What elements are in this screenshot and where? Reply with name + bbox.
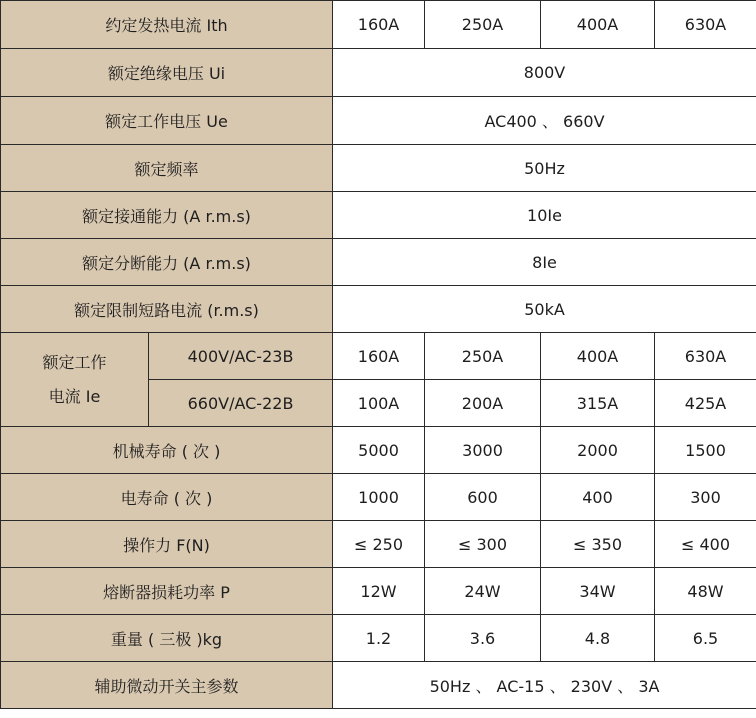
cell-value: 6.5 [655, 615, 756, 662]
cell-value: 5000 [333, 427, 425, 474]
cell-value: 630A [655, 1, 756, 49]
cell-value: ≤ 300 [425, 521, 541, 568]
cell-value: 2000 [541, 427, 655, 474]
cell-value: 200A [425, 380, 541, 427]
table-row [1, 474, 756, 521]
cell-value: 400 [541, 474, 655, 521]
cell-value: 1.2 [333, 615, 425, 662]
row-label: 电寿命 ( 次 ) [1, 474, 333, 521]
current-group-label-line1: 额定工作 [42, 352, 107, 372]
cell-value: 1000 [333, 474, 425, 521]
row-label: 额定分断能力 (A r.m.s) [1, 239, 333, 286]
cell-value: 160A [333, 333, 425, 380]
row-label: 额定限制短路电流 (r.m.s) [1, 286, 333, 333]
cell-value: 630A [655, 333, 756, 380]
cell-value: ≤ 350 [541, 521, 655, 568]
table-row [1, 615, 756, 662]
current-group-label [1, 333, 149, 427]
table-row [1, 333, 756, 380]
table-row [1, 49, 756, 97]
cell-value: 425A [655, 380, 756, 427]
row-label: 重量 ( 三极 )kg [1, 615, 333, 662]
table-row [1, 239, 756, 286]
cell-value: 48W [655, 568, 756, 615]
table-row [1, 1, 756, 49]
row-label: 辅助微动开关主参数 [1, 662, 333, 709]
table-row [1, 286, 756, 333]
table-row [1, 662, 756, 709]
cell-value-merged: 800V [333, 49, 756, 97]
cell-value: 400A [541, 1, 655, 49]
cell-value: 3000 [425, 427, 541, 474]
cell-value: 4.8 [541, 615, 655, 662]
row-label: 额定工作电压 Ue [1, 97, 333, 145]
table-row [1, 521, 756, 568]
cell-value: 250A [425, 1, 541, 49]
row-label: 熔断器损耗功率 P [1, 568, 333, 615]
cell-value: 300 [655, 474, 756, 521]
row-label: 机械寿命 ( 次 ) [1, 427, 333, 474]
current-group-label-line2: 电流 Ie [48, 386, 101, 406]
cell-value-merged: 50kA [333, 286, 756, 333]
table-row [1, 427, 756, 474]
cell-value: 600 [425, 474, 541, 521]
cell-value-merged: 50Hz [333, 145, 756, 192]
table-row [1, 145, 756, 192]
cell-value: 100A [333, 380, 425, 427]
row-label: 操作力 F(N) [1, 521, 333, 568]
cell-value: 24W [425, 568, 541, 615]
row-label: 约定发热电流 Ith [1, 1, 333, 49]
cell-value: ≤ 250 [333, 521, 425, 568]
row-label: 额定接通能力 (A r.m.s) [1, 192, 333, 239]
cell-value: 12W [333, 568, 425, 615]
table-row [1, 97, 756, 145]
cell-value-merged: AC400 、 660V [333, 97, 756, 145]
cell-value: 160A [333, 1, 425, 49]
cell-value: 34W [541, 568, 655, 615]
cell-value: 400A [541, 333, 655, 380]
cell-value-merged: 10Ie [333, 192, 756, 239]
table-row [1, 568, 756, 615]
row-label: 额定频率 [1, 145, 333, 192]
sub-voltage-label: 400V/AC-23B [149, 333, 333, 380]
cell-value: 315A [541, 380, 655, 427]
cell-value: ≤ 400 [655, 521, 756, 568]
sub-voltage-label: 660V/AC-22B [149, 380, 333, 427]
cell-value: 3.6 [425, 615, 541, 662]
row-label: 额定绝缘电压 Ui [1, 49, 333, 97]
cell-value-merged: 50Hz 、 AC-15 、 230V 、 3A [333, 662, 756, 709]
cell-value: 250A [425, 333, 541, 380]
cell-value-merged: 8Ie [333, 239, 756, 286]
table-row [1, 192, 756, 239]
cell-value: 1500 [655, 427, 756, 474]
